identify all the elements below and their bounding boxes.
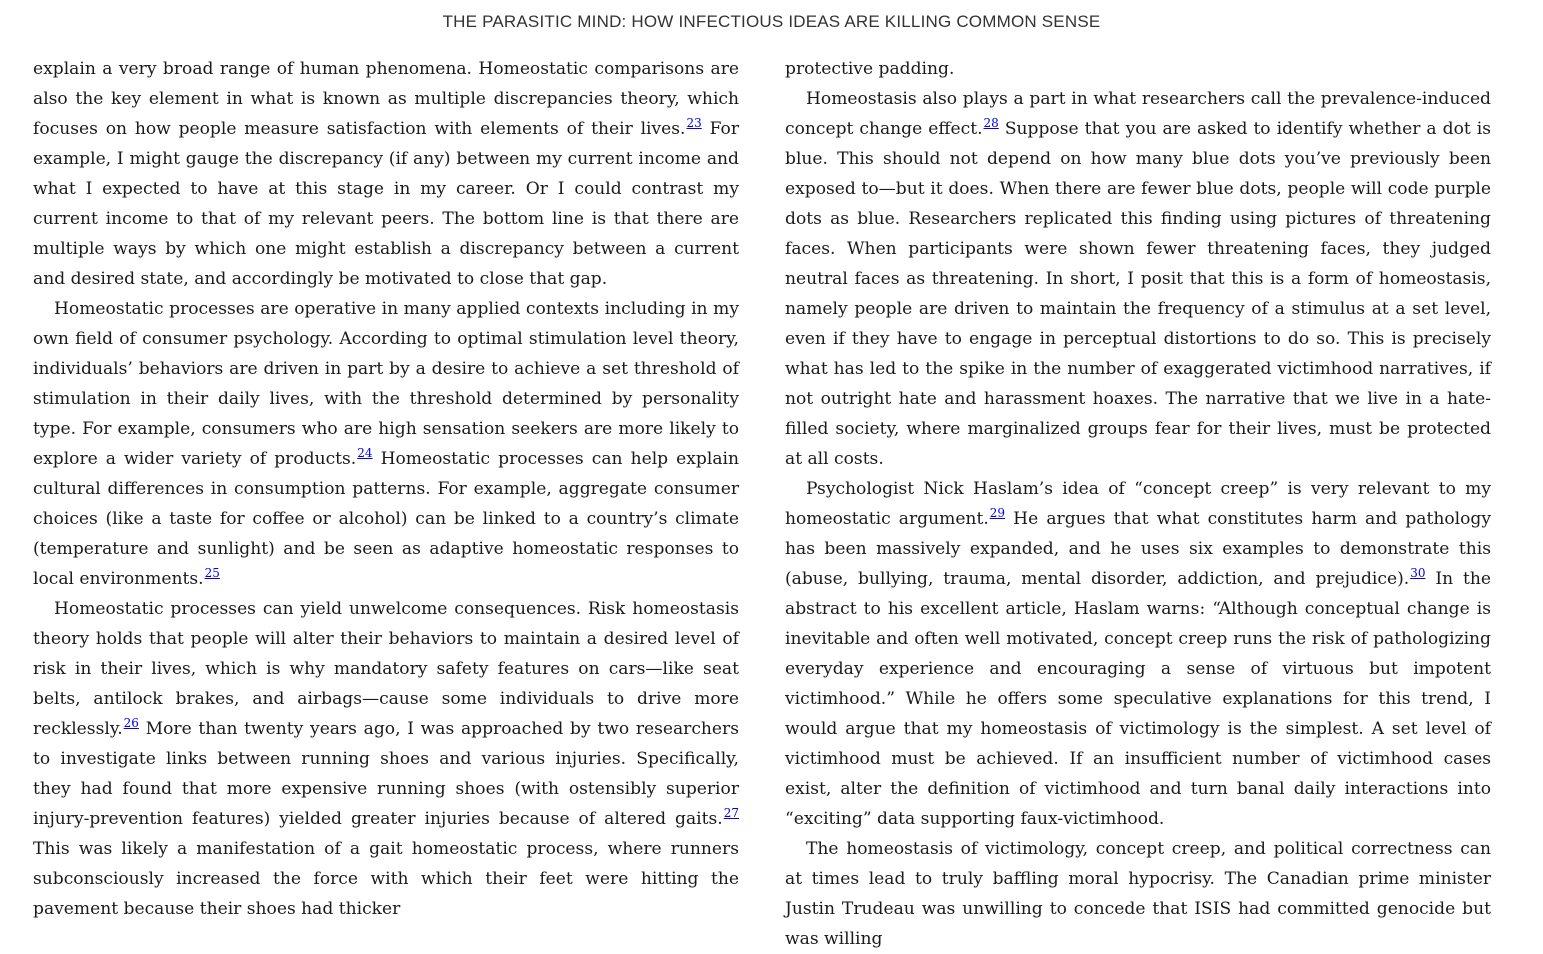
footnote-link-30[interactable]: 30 (1410, 566, 1426, 581)
paragraph-text: Homeostatic processes are operative in many applied contexts including in my own field of consumer psychology. According to optimal stimulation level theory, individuals’ behaviors are driven in part by a desire to achieve a set threshold of stimulation in their daily lives, with the threshold determined by personality type. For example, consumers who are high sensation seekers are more likely to explore a wider variety of products. (33, 299, 739, 469)
paragraph-text: Homeostatic processes can yield unwelcome consequences. Risk homeostasis theory holds that people will alter their behaviors to maintain a desired level of risk in their lives, which is why mandatory safety features on cars—like seat belts, antilock brakes, and airbags—cause some individuals to drive more recklessly. (33, 599, 739, 739)
paragraph-text: He argues that what constitutes harm and pathology has been massively expanded, and he uses six examples to demonstrate this (abuse, bullying, trauma, mental disorder, addiction, and prejudice). (785, 509, 1491, 589)
paragraph-text: More than twenty years ago, I was approached by two researchers to investigate links between running shoes and various injuries. Specifically, they had found that more expensive running shoes (with ostensibly superior injury-prevention features) yielded greater injuries because of altered gaits. (33, 719, 739, 829)
paragraph (33, 594, 739, 924)
paragraph-text: explain a very broad range of human phenomena. Homeostatic comparisons are also the key element in what is known as multiple discrepancies theory, which focuses on how people measure satisfaction with elements of their lives. (33, 59, 739, 139)
footnote-link-26[interactable]: 26 (123, 716, 139, 731)
right-column (785, 54, 1491, 954)
paragraph-text: Psychologist Nick Haslam’s idea of “concept creep” is very relevant to my homeostatic argument. (785, 479, 1491, 529)
paragraph (785, 474, 1491, 834)
paragraph (33, 294, 739, 594)
paragraph-text: Homeostatic processes can help explain cultural differences in consumption patterns. For example, aggregate consumer choices (like a taste for coffee or alcohol) can be linked to a country’s climate (temperature and sunlight) and be seen as adaptive homeostatic responses to local environments. (33, 449, 739, 589)
paragraph (33, 54, 739, 294)
paragraph (785, 84, 1491, 474)
footnote-link-23[interactable]: 23 (686, 116, 702, 131)
paragraph-text: The homeostasis of victimology, concept creep, and political correctness can at times lead to truly baffling moral hypocrisy. The Canadian prime minister Justin Trudeau was unwilling to concede that ISIS had committed genocide but was willing (785, 839, 1491, 949)
paragraph-text: Homeostasis also plays a part in what researchers call the prevalence-induced concept change effect. (785, 89, 1491, 139)
footnote-link-29[interactable]: 29 (989, 506, 1006, 521)
paragraph (785, 54, 1491, 84)
left-column (33, 54, 739, 924)
paragraph-text: This was likely a manifestation of a gait homeostatic process, where runners subconsciously increased the force with which their feet were hitting the pavement because their shoes had thicker (33, 839, 739, 919)
paragraph-text: In the abstract to his excellent article, Haslam warns: “Although conceptual change is inevitable and often well motivated, concept creep runs the risk of pathologizing everyday experience and encouraging a sense of virtuous but impotent victimhood.” While he offers some speculative explanations for this trend, I would argue that my homeostasis of victimology is the simplest. A set level of victimhood must be achieved. If an insufficient number of victimhood cases exist, alter the definition of victimhood and turn banal daily interactions into “exciting” data supporting faux-victimhood. (785, 569, 1492, 829)
paragraph (785, 834, 1491, 954)
footnote-link-24[interactable]: 24 (357, 446, 373, 461)
paragraph-text: Suppose that you are asked to identify whether a dot is blue. This should not depend on how many blue dots you’ve previously been exposed to—but it does. When there are fewer blue dots, people will code purple dots as blue. Researchers replicated this finding using pictures of threatening faces. When participants were shown fewer threatening faces, they judged neutral faces as threatening. In short, I posit that this is a form of homeostasis, namely people are driven to maintain the frequency of a stimulus at a set level, even if they have to engage in perceptual distortions to do so. This is precisely what has led to the spike in the number of exaggerated victimhood narratives, if not outright hate and harassment hoaxes. The narrative that we live in a hate-filled society, where marginalized groups fear for their lives, must be protected at all costs. (785, 119, 1492, 469)
footnote-link-25[interactable]: 25 (204, 566, 220, 581)
running-header: THE PARASITIC MIND: HOW INFECTIOUS IDEAS ARE KILLING COMMON SENSE (442, 12, 1101, 31)
paragraph-text: For example, I might gauge the discrepancy (if any) between my current income and what I expected to have at this stage in my career. Or I could contrast my current income to that of my relevant peers. The bottom line is that there are multiple ways by which one might establish a discrepancy between a current and desired state, and accordingly be motivated to close that gap. (33, 119, 739, 289)
footnote-link-27[interactable]: 27 (723, 806, 739, 821)
footnote-link-28[interactable]: 28 (983, 116, 999, 131)
paragraph-text: protective padding. (785, 59, 955, 79)
